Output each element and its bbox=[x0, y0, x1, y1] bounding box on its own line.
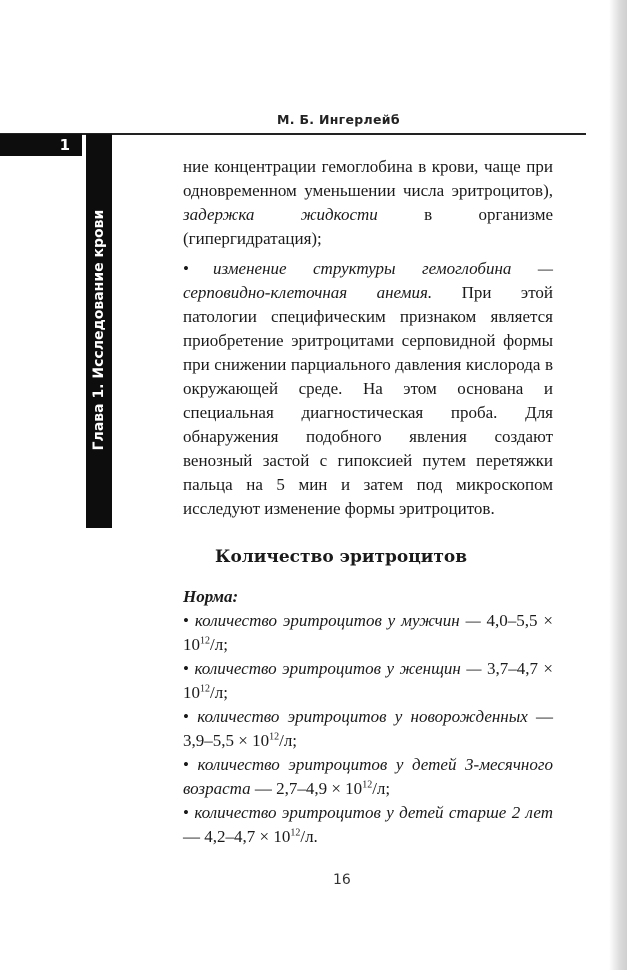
paragraph-text: При этой патологии специфическим признаком является приобретение эритроцитами серповидной формы при снижении парциального давления кислорода в окружающей среде. На этом основана и специальная диагностическая проба. Для обнаружения подобного явления создают венозный застой с гипоксией путем перетяжки пальца на 5 мин и затем под микроскопом исследуют изменение формы эритроцитов. bbox=[183, 283, 553, 518]
norm-value: 3,7–4,7 × 10 bbox=[183, 659, 553, 702]
norm-label: количество эритроцитов у детей старше 2 лет bbox=[194, 803, 553, 822]
norm-exponent: 12 bbox=[269, 731, 280, 743]
paragraph-italic: задержка жидкости bbox=[183, 205, 378, 224]
norm-value: 4,0–5,5 × 10 bbox=[183, 611, 553, 654]
bullet-marker: • bbox=[183, 803, 189, 822]
paragraph-text: в организме (гипергидратация); bbox=[183, 205, 553, 248]
bullet-marker: • bbox=[183, 611, 189, 630]
norm-list-item bbox=[183, 801, 553, 849]
norm-unit: /л; bbox=[210, 635, 228, 654]
chapter-title-vertical: Глава 1. Исследование крови bbox=[91, 209, 107, 451]
paragraph-italic: изменение структуры гемоглобина — серповидно-клеточная анемия. bbox=[183, 259, 553, 302]
norm-exponent: 12 bbox=[290, 827, 301, 839]
norm-list-item bbox=[183, 609, 553, 657]
norm-label: количество эритроцитов у детей 3-месячного возраста bbox=[183, 755, 553, 798]
chapter-number-tab: 1 bbox=[0, 134, 82, 156]
paragraph-text: ние концентрации гемоглобина в крови, чаще при одновременном уменьшении числа эритроцитов), bbox=[183, 157, 553, 200]
running-header-author: М. Б. Ингерлейб bbox=[277, 112, 400, 127]
norm-exponent: 12 bbox=[200, 635, 210, 647]
norm-value: — 3,9–5,5 × 10 bbox=[183, 707, 554, 750]
norm-unit: /л. bbox=[300, 827, 318, 846]
page-edge-shadow bbox=[609, 0, 627, 970]
bullet-marker: • bbox=[183, 259, 189, 278]
bullet-marker: • bbox=[183, 755, 189, 774]
norm-title: Норма: bbox=[183, 587, 239, 606]
norm-unit: /л; bbox=[279, 731, 298, 750]
bullet-marker: • bbox=[183, 707, 189, 726]
norm-unit: /л; bbox=[210, 683, 228, 702]
paragraph-continued bbox=[183, 155, 553, 251]
norm-exponent: 12 bbox=[200, 683, 210, 695]
bullet-paragraph bbox=[183, 257, 553, 521]
bullet-marker: • bbox=[183, 659, 189, 678]
norm-label: количество эритроцитов у новорожденных bbox=[197, 707, 528, 726]
norm-list-item bbox=[183, 657, 553, 705]
norm-list-item bbox=[183, 705, 553, 753]
page-number: 16 bbox=[333, 872, 351, 888]
norm-list-item bbox=[183, 753, 553, 801]
norm-unit: /л; bbox=[372, 779, 391, 798]
norm-label: количество эритроцитов у женщин — bbox=[194, 659, 487, 678]
section-heading: Количество эритроцитов bbox=[215, 547, 468, 567]
norm-label: количество эритроцитов у мужчин — bbox=[194, 611, 487, 630]
norm-value: — 4,2–4,7 × 10 bbox=[183, 827, 291, 846]
norm-exponent: 12 bbox=[362, 779, 373, 791]
page-body bbox=[183, 155, 553, 849]
norm-value: — 2,7–4,9 × 10 bbox=[250, 779, 363, 798]
